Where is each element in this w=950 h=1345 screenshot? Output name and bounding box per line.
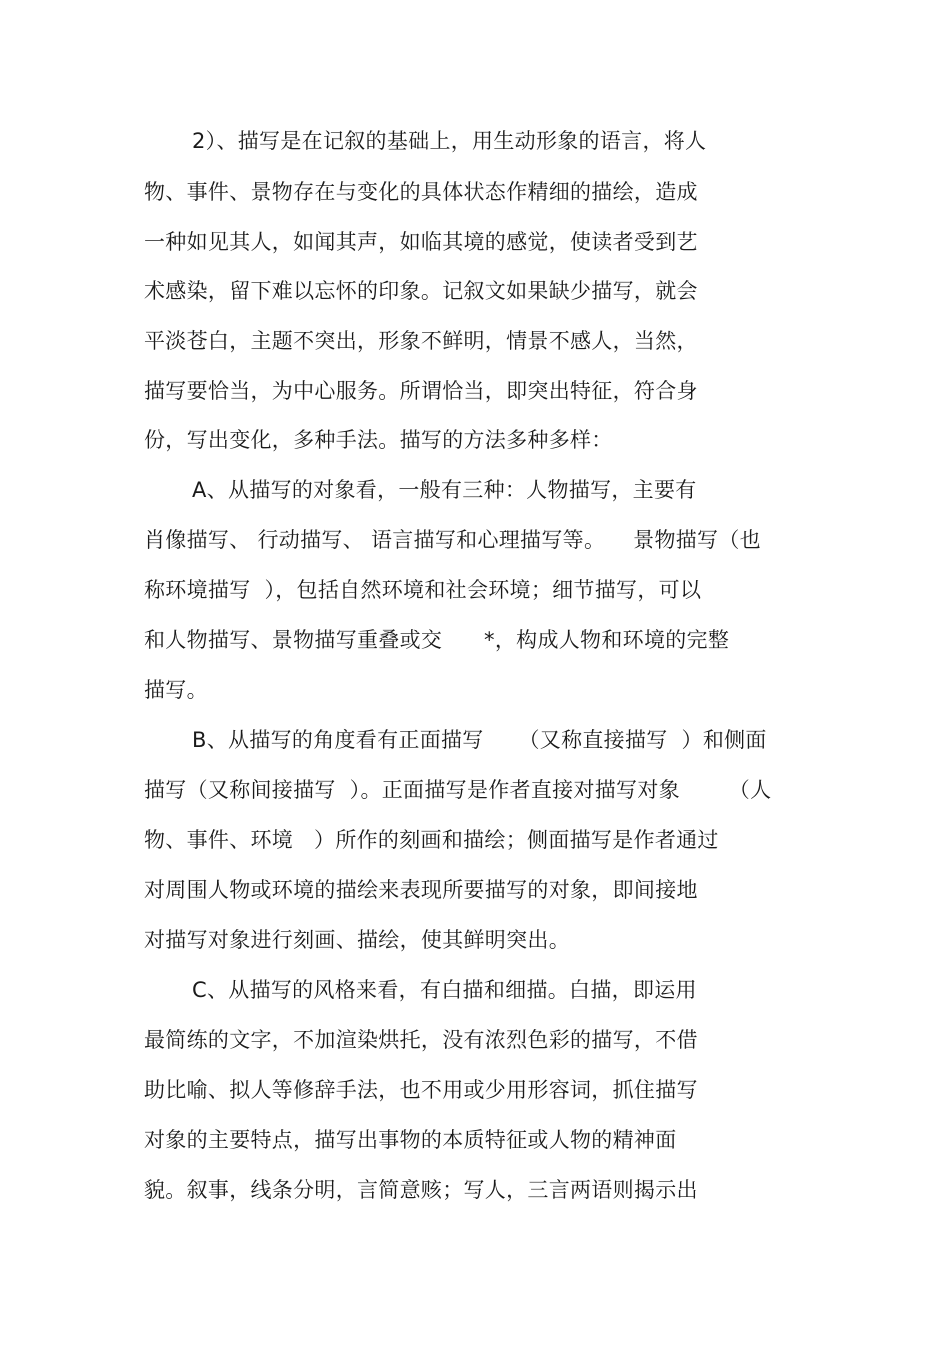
text-line: 2）、描写是在记叙的基础上，用生动形象的语言，将人 [192, 129, 707, 153]
text-line: 和人物描写、景物描写重叠或交 *，构成人物和环境的完整 [144, 628, 730, 652]
text-line: 术感染，留下难以忘怀的印象。记叙文如果缺少描写，就会 [144, 279, 698, 303]
text-line: 对周围人物或环境的描绘来表现所要描写的对象，即间接地 [144, 878, 698, 902]
text-line: 描写。 [144, 678, 208, 702]
text-line: 助比喻、拟人等修辞手法，也不用或少用形容词，抓住描写 [144, 1078, 698, 1102]
text-line: 称环境描写 ），包括自然环境和社会环境；细节描写，可以 [144, 578, 702, 602]
text-line: 描写要恰当，为中心服务。所谓恰当，即突出特征，符合身 [144, 379, 698, 403]
text-line: 最简练的文字，不加渲染烘托，没有浓烈色彩的描写，不借 [144, 1028, 698, 1052]
text-line: 描写（又称间接描写 ）。正面描写是作者直接对描写对象 （人 [144, 778, 772, 802]
text-line: 对描写对象进行刻画、描绘，使其鲜明突出。 [144, 928, 570, 952]
text-line: 平淡苍白，主题不突出，形象不鲜明，情景不感人，当然， [144, 329, 698, 353]
text-line: A、从描写的对象看，一般有三种：人物描写，主要有 [192, 478, 697, 502]
text-line: 肖像描写、 行动描写、 语言描写和心理描写等。 景物描写（也 [144, 528, 761, 552]
text-line: 物、事件、环境 ）所作的刻画和描绘；侧面描写是作者通过 [144, 828, 719, 852]
text-line: C、从描写的风格来看，有白描和细描。白描，即运用 [192, 978, 697, 1002]
text-line: 物、事件、景物存在与变化的具体状态作精细的描绘，造成 [144, 180, 698, 204]
text-line: 对象的主要特点，描写出事物的本质特征或人物的精神面 [144, 1128, 677, 1152]
text-line: 貌。叙事，线条分明，言简意赅；写人，三言两语则揭示出 [144, 1178, 698, 1202]
text-line: B、从描写的角度看有正面描写 （又称直接描写 ）和侧面 [192, 728, 767, 752]
text-line: 一种如见其人，如闻其声，如临其境的感觉，使读者受到艺 [144, 230, 698, 254]
text-line: 份，写出变化，多种手法。描写的方法多种多样： [144, 428, 613, 452]
